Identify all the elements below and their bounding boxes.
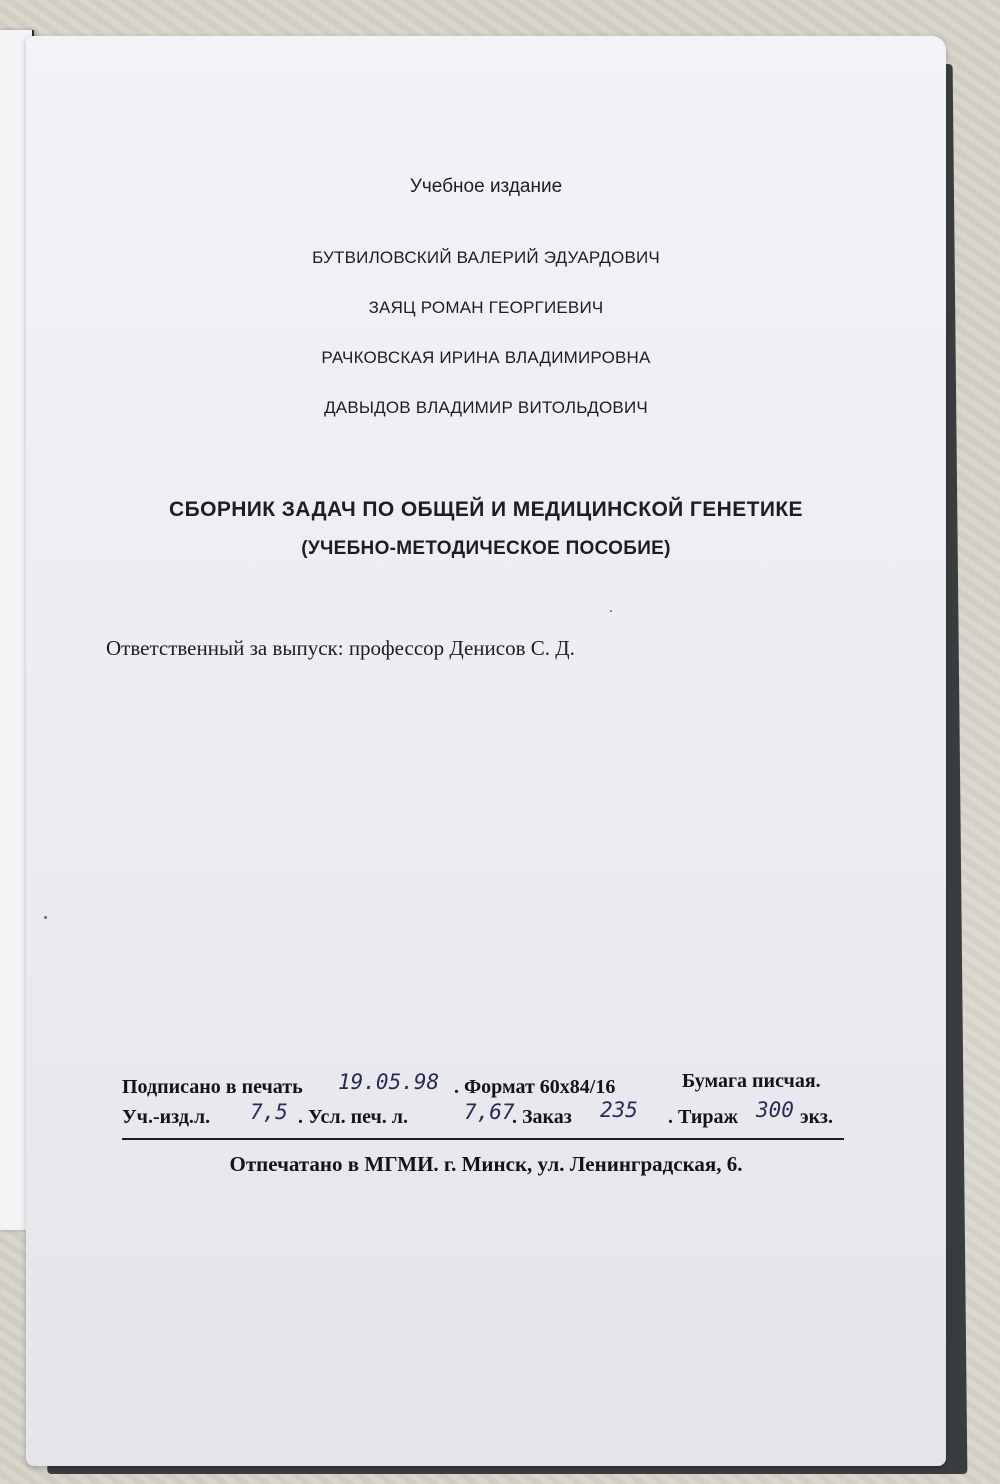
print-sheets-label: . Усл. печ. л.: [298, 1106, 409, 1128]
paper-speck: [44, 916, 47, 919]
edition-type: Учебное издание: [409, 176, 563, 197]
imprint-block: [122, 1070, 844, 1136]
circulation-unit: экз.: [800, 1106, 833, 1128]
circulation-label: . Тираж: [668, 1106, 738, 1128]
edition-sheets-label: Уч.-изд.л.: [122, 1106, 211, 1128]
print-sheets-value: 7,67: [464, 1100, 515, 1124]
author-2: ЗАЯЦ РОМАН ГЕОРГИЕВИЧ: [368, 298, 604, 317]
author-4: ДАВЫДОВ ВЛАДИМИР ВИТОЛЬДОВИЧ: [324, 398, 648, 417]
circulation-value: 300: [756, 1098, 794, 1122]
format-label: . Формат 60х84/16: [454, 1076, 616, 1098]
author-1: БУТВИЛОВСКИЙ ВАЛЕРИЙ ЭДУАРДОВИЧ: [312, 248, 660, 267]
book-title: СБОРНИК ЗАДАЧ ПО ОБЩЕЙ И МЕДИЦИНСКОЙ ГЕНЕТИКЕ: [169, 498, 803, 521]
imprint-divider: [122, 1138, 844, 1140]
order-value: 235: [600, 1098, 638, 1122]
author-3: РАЧКОВСКАЯ ИРИНА ВЛАДИМИРОВНА: [321, 348, 651, 367]
order-label: . Заказ: [512, 1106, 572, 1128]
signed-label: Подписано в печать: [122, 1076, 303, 1098]
edition-sheets-value: 7,5: [250, 1100, 288, 1124]
signed-date: 19.05.98: [338, 1070, 440, 1094]
paper-label: Бумага писчая.: [682, 1070, 821, 1092]
imprint-row-2: [122, 1098, 844, 1136]
responsible-editor: Ответственный за выпуск: профессор Денисов С. Д.: [106, 636, 575, 660]
book-subtitle: (УЧЕБНО-МЕТОДИЧЕСКОЕ ПОСОБИЕ): [301, 538, 671, 559]
printed-at: Отпечатано в МГМИ. г. Минск, ул. Ленинградская, 6.: [229, 1152, 743, 1176]
paper-speck: [610, 610, 612, 612]
title-verso-page: [26, 36, 946, 1466]
